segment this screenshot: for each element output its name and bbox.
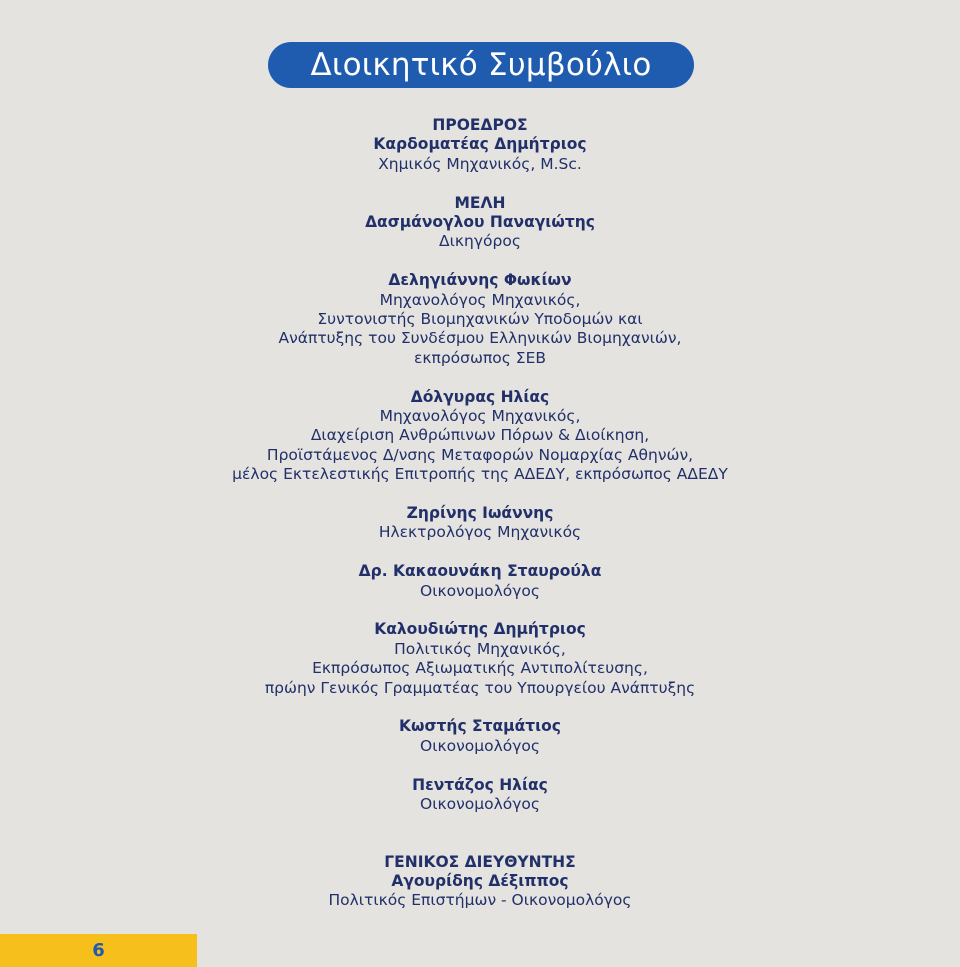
member-block [0, 620, 960, 698]
page-number-tab [0, 934, 197, 967]
member-name: Δεληγιάννης Φωκίων [388, 271, 572, 290]
member-description: Μηχανολόγος Μηχανικός, [379, 407, 581, 426]
member-name: Δόλγυρας Ηλίας [410, 387, 550, 406]
member-description: Διαχείριση Ανθρώπινων Πόρων & Διοίκηση, [310, 426, 650, 445]
director-block [0, 853, 960, 911]
member-name: Πεντάζος Ηλίας [412, 775, 548, 794]
member-name: Δασμάνογλου Παναγιώτης [365, 213, 595, 232]
director-heading: ΓΕΝΙΚΟΣ ΔΙΕΥΘΥΝΤΗΣ [384, 852, 576, 871]
member-description: Προϊστάμενος Δ/νσης Μεταφορών Νομαρχίας Αθηνών, [266, 445, 694, 464]
director-description: Πολιτικός Επιστήμων - Οικονομολόγος [328, 891, 632, 910]
member-name: Κωστής Σταμάτιος [398, 717, 562, 736]
director-name: Αγουρίδης Δέξιππος [391, 871, 569, 890]
member-description: Ανάπτυξης του Συνδέσμου Ελληνικών Βιομηχανιών, [278, 329, 682, 348]
member-description: Συντονιστής Βιομηχανικών Υποδομών και [317, 310, 643, 329]
member-name: Δρ. Κακαουνάκη Σταυρούλα [358, 562, 602, 581]
members-heading: ΜΕΛΗ [454, 193, 506, 212]
member-description: εκπρόσωπος ΣΕΒ [413, 348, 547, 367]
member-description: Πολιτικός Μηχανικός, [394, 639, 566, 658]
member-block [0, 776, 960, 815]
member-block [0, 562, 960, 601]
member-name: Καλουδιώτης Δημήτριος [374, 620, 586, 639]
member-description: Δικηγόρος [439, 232, 521, 251]
page-title-text: Διοικητικό Συμβούλιο [310, 47, 652, 83]
page-number: 6 [92, 940, 105, 961]
member-description: Οικονομολόγος [420, 581, 540, 600]
member-description: Ηλεκτρολόγος Μηχανικός [378, 523, 582, 542]
member-description: Εκπρόσωπος Αξιωματικής Αντιπολίτευσης, [312, 659, 648, 678]
board-listing [0, 116, 960, 911]
member-description: Οικονομολόγος [420, 736, 540, 755]
president-name: Καρδοματέας Δημήτριος [373, 135, 587, 154]
member-description: μέλος Εκτελεστικής Επιτροπής της ΑΔΕΔΥ, εκπρόσωπος ΑΔΕΔΥ [232, 465, 728, 484]
member-block [0, 717, 960, 756]
president-block [0, 116, 960, 174]
member-description: πρώην Γενικός Γραμματέας του Υπουργείου Ανάπτυξης [264, 678, 696, 697]
member-block [0, 194, 960, 252]
page-title [268, 42, 694, 88]
member-description: Μηχανολόγος Μηχανικός, [379, 290, 581, 309]
member-block [0, 271, 960, 368]
member-name: Ζηρίνης Ιωάννης [406, 504, 554, 523]
president-heading: ΠΡΟΕΔΡΟΣ [432, 116, 528, 134]
member-block [0, 504, 960, 543]
member-block [0, 388, 960, 485]
member-description: Οικονομολόγος [420, 795, 540, 814]
president-description: Χημικός Μηχανικός, M.Sc. [378, 154, 582, 173]
